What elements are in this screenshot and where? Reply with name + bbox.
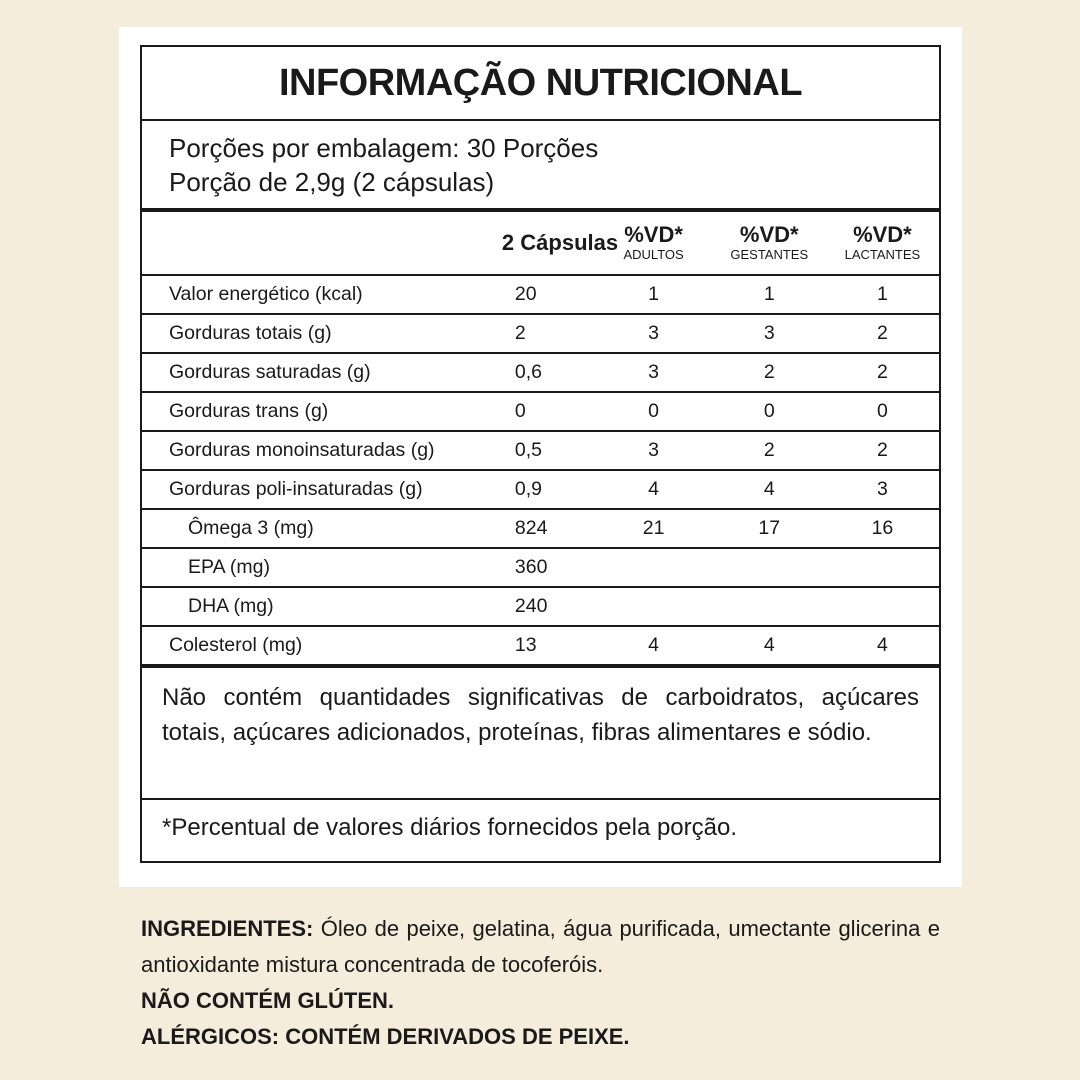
not-significant-note: Não contém quantidades significativas de carboidratos, açúcares totais, açúcares adicionados, proteínas, fibras alimentares e sódio. <box>142 668 939 800</box>
vd-pregnant: 1 <box>713 275 826 314</box>
nutrient-name: Gorduras totais (g) <box>142 314 502 353</box>
nutrient-qty: 0,9 <box>502 470 595 509</box>
serving-info <box>142 121 939 212</box>
vd-adults: 3 <box>594 314 712 353</box>
vd-label: %VD* <box>624 222 683 247</box>
nutrient-name: Gorduras poli-insaturadas (g) <box>142 470 502 509</box>
vd-lactating: 3 <box>826 470 939 509</box>
vd-adults-sub: ADULTOS <box>623 247 684 262</box>
vd-lactating: 2 <box>826 314 939 353</box>
vd-label: %VD* <box>739 222 799 247</box>
vd-adults: 4 <box>594 470 712 509</box>
vd-pregnant: 3 <box>713 314 826 353</box>
nutrient-qty: 0,6 <box>502 353 595 392</box>
nutrition-title: INFORMAÇÃO NUTRICIONAL <box>142 47 939 121</box>
ingredients-paragraph <box>141 911 940 983</box>
vd-footnote: *Percentual de valores diários fornecidos pela porção. <box>162 814 738 841</box>
vd-pregnant <box>713 548 826 587</box>
vd-lactating: 16 <box>826 509 939 548</box>
vd-adults: 21 <box>594 509 712 548</box>
vd-adults: 3 <box>594 431 712 470</box>
table-row <box>142 275 939 314</box>
nutrient-name: Ômega 3 (mg) <box>142 509 502 548</box>
vd-pregnant: 2 <box>713 353 826 392</box>
vd-lactating: 2 <box>826 431 939 470</box>
vd-pregnant: 4 <box>713 626 826 666</box>
vd-pregnant: 0 <box>713 392 826 431</box>
vd-pregnant-header <box>713 212 826 275</box>
ingredients-section <box>141 911 940 1055</box>
nutrient-qty: 2 <box>502 314 595 353</box>
table-row <box>142 392 939 431</box>
table-row <box>142 626 939 666</box>
nutrient-qty: 13 <box>502 626 595 666</box>
vd-lactating <box>826 587 939 626</box>
nutrient-name: EPA (mg) <box>142 548 502 587</box>
vd-lactating: 4 <box>826 626 939 666</box>
nutrient-name: Colesterol (mg) <box>142 626 502 666</box>
nutrient-qty: 240 <box>502 587 595 626</box>
vd-lactating: 2 <box>826 353 939 392</box>
nutrient-name: Valor energético (kcal) <box>142 275 502 314</box>
vd-lactating-header <box>826 212 939 275</box>
table-row <box>142 548 939 587</box>
vd-lactating-sub: LACTANTES <box>844 247 921 262</box>
table-row <box>142 314 939 353</box>
vd-label: %VD* <box>853 222 912 247</box>
quantity-header: 2 Cápsulas <box>502 212 595 275</box>
table-row <box>142 470 939 509</box>
vd-lactating: 0 <box>826 392 939 431</box>
nutrition-facts-panel <box>140 45 941 863</box>
nutrition-table <box>142 212 939 668</box>
servings-per-package: Porções por embalagem: 30 Porções <box>169 132 599 163</box>
ingredients-text: Óleo de peixe, gelatina, água purificada, umectante glicerina e antioxidante mistura concentrada de tocoferóis. <box>141 916 940 977</box>
nutrient-qty: 0,5 <box>502 431 595 470</box>
table-row <box>142 509 939 548</box>
gluten-statement: NÃO CONTÉM GLÚTEN. <box>141 988 394 1013</box>
vd-adults: 3 <box>594 353 712 392</box>
vd-pregnant: 2 <box>713 431 826 470</box>
vd-adults <box>594 587 712 626</box>
nutrient-name: DHA (mg) <box>142 587 502 626</box>
nutrient-qty: 360 <box>502 548 595 587</box>
vd-pregnant <box>713 587 826 626</box>
nutrient-qty: 20 <box>502 275 595 314</box>
header-empty <box>142 212 502 275</box>
vd-adults: 1 <box>594 275 712 314</box>
serving-size: Porção de 2,9g (2 cápsulas) <box>169 166 495 197</box>
table-row <box>142 353 939 392</box>
allergen-statement: ALÉRGICOS: CONTÉM DERIVADOS DE PEIXE. <box>141 1024 630 1049</box>
vd-lactating <box>826 548 939 587</box>
vd-lactating: 1 <box>826 275 939 314</box>
table-row <box>142 587 939 626</box>
vd-pregnant-sub: GESTANTES <box>730 247 809 262</box>
vd-adults: 0 <box>594 392 712 431</box>
nutrient-qty: 824 <box>502 509 595 548</box>
nutrient-name: Gorduras monoinsaturadas (g) <box>142 431 502 470</box>
nutrient-qty: 0 <box>502 392 595 431</box>
nutrient-name: Gorduras trans (g) <box>142 392 502 431</box>
ingredients-heading: INGREDIENTES: <box>141 916 314 941</box>
vd-adults: 4 <box>594 626 712 666</box>
vd-pregnant: 17 <box>713 509 826 548</box>
vd-adults <box>594 548 712 587</box>
table-row <box>142 431 939 470</box>
vd-pregnant: 4 <box>713 470 826 509</box>
table-header-row <box>142 212 939 275</box>
nutrient-name: Gorduras saturadas (g) <box>142 353 502 392</box>
